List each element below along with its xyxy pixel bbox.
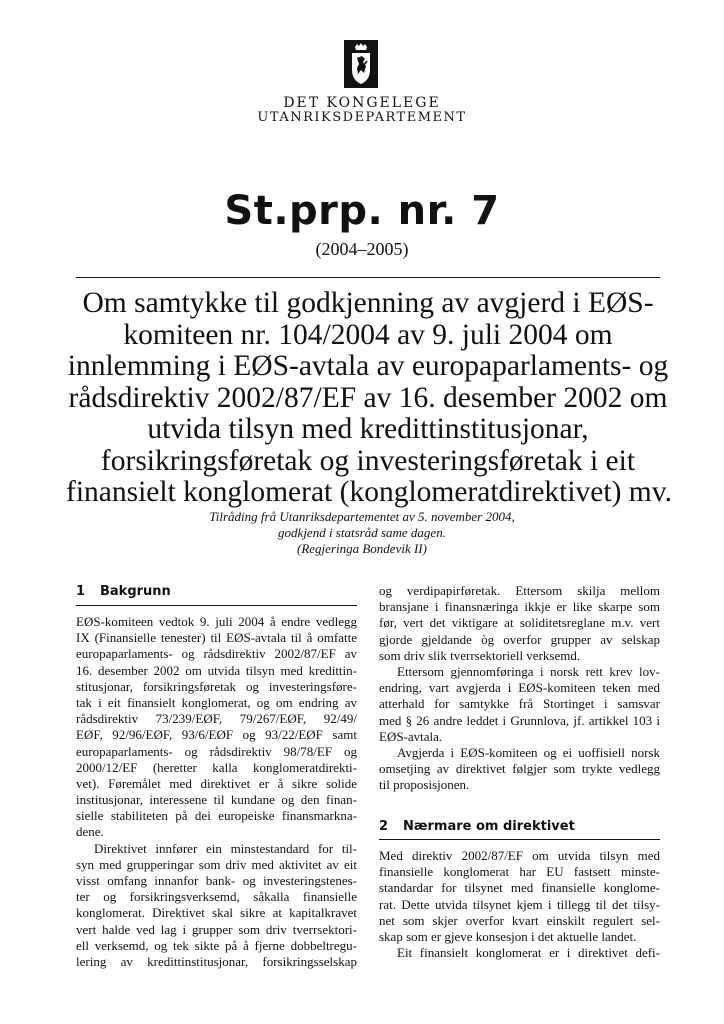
body-line: vert halde ved lag i grupper som driv tverrsektori- (76, 921, 357, 937)
body-line: konglomerat. Direktivet skal sikre at kapitalkravet (76, 905, 357, 921)
body-line: EØS-komiteen vedtok 9. juli 2004 å endre vedlegg (76, 614, 357, 629)
body-line: atterhald for samtykke frå Stortinget i samsvar (379, 696, 660, 712)
body-line: omsetjing av direktivet følgjer som trykte vedlegg (379, 761, 660, 777)
recommendation-line: godkjend i statsråd same dagen. (278, 525, 446, 540)
section-title: Bakgrunn (100, 584, 171, 599)
body-line: europaparlaments- og rådsdirektiv 98/78/EF og (76, 743, 357, 759)
body-line: ter og forsikringsverksemd, såkalla finansielle (76, 889, 357, 905)
section-divider (76, 605, 357, 606)
coat-of-arms-logo (344, 40, 378, 88)
department-name-line1: DET KONGELEGE (283, 95, 441, 111)
subject-line: utvida tilsyn med kredittinstitusjonar, (147, 413, 589, 445)
body-line: Ettersom gjennomføringa i norsk rett krev lov- (397, 663, 660, 679)
subject-line: Om samtykke til godkjenning av avgjerd i EØS- (82, 287, 654, 319)
body-line: IX (Finansielle tenester) til EØS-avtala til å omfatte (76, 630, 357, 646)
body-line: EØS-avtala. (379, 728, 443, 744)
section-number: 1 (76, 584, 86, 599)
subject-line: innlemming i EØS-avtala av europaparlaments- og (67, 350, 669, 382)
body-line: standardar for tilsynet med finansielle konglome- (379, 880, 660, 896)
recommendation-note (0, 509, 724, 557)
section-title: Nærmare om direktivet (403, 819, 575, 834)
body-line: endring, vart avgjerda i EØS-komiteen teken med (379, 680, 660, 696)
body-line: rådsdirektiv 73/239/EØF, 79/267/EØF, 92/49/ (76, 711, 357, 727)
body-line: Med direktiv 2002/87/EF om utvida tilsyn med (379, 848, 660, 863)
recommendation-line: Tilråding frå Utanriksdepartementet av 5. november 2004, (209, 509, 515, 524)
body-line: institusjonar, interessene til kundane og den finan- (76, 792, 357, 808)
document-title: St.prp. nr. 7 (224, 188, 500, 234)
body-line: Avgjerda i EØS-komiteen og ei uoffisiell norsk (397, 744, 660, 760)
document-year: (2004–2005) (315, 239, 409, 259)
body-column-right-top (379, 583, 660, 793)
body-line: Eit finansielt konglomerat er i direktivet defi- (397, 945, 660, 961)
body-line: rat. Dette utvida tilsynet kjem i tillegg til det tilsy- (379, 896, 660, 912)
body-line: som driv slik tverrsektoriell verksemd. (379, 647, 581, 663)
section-heading-bakgrunn (76, 584, 171, 599)
recommendation-line: (Regjeringa Bondevik II) (297, 541, 427, 556)
body-line: bransjane i finansnæringa ikkje er like skarpe som (379, 599, 660, 615)
body-column-right-bottom (379, 848, 660, 961)
body-line: stitusjonar, forsikringsføretak og investeringsføre- (76, 678, 357, 694)
body-line: finansielle konglomerat har EU fastsett minste- (379, 864, 660, 880)
subject-heading (66, 288, 670, 509)
body-line: sielle stabiliteten på dei europeiske finansmarkna- (76, 808, 357, 824)
body-line: gjorde gjeldande òg overfor grupper av selskap (379, 631, 660, 647)
subject-line: rådsdirektiv 2002/87/EF av 16. desember 2002 om (68, 381, 668, 414)
body-line: EØF, 92/96/EØF, 93/6/EØF og 93/22/EØF samt (76, 727, 357, 743)
subject-line: forsikringsføretak og investeringsføretak i eit (100, 444, 636, 477)
body-line: til proposisjonen. (379, 777, 470, 793)
body-line: tak i eit finansielt konglomerat, og om endring av (76, 694, 357, 710)
body-line: før, vert det viktigare at soliditetsreglane m.v. vert (379, 615, 660, 631)
body-line: med § 26 andre leddet i Grunnlova, jf. artikkel 103 i (379, 712, 660, 728)
body-line: syn med grupperingar som driv med aktivitet av eit (76, 856, 357, 872)
body-line: ell verksemd, og tek sikte på å fjerne dobbeltregu- (76, 937, 357, 953)
body-line: lering av kredittinstitusjonar, forsikringsselskap (76, 953, 357, 969)
body-line: visst omfang innanfor bank- og investeringstenes- (76, 873, 357, 888)
body-column-left (76, 614, 357, 970)
subject-line: komiteen nr. 104/2004 av 9. juli 2004 om (123, 318, 613, 351)
subject-line: finansielt konglomerat (konglomeratdirektivet) mv. (66, 476, 672, 508)
body-line: 16. desember 2002 om utvida tilsyn med kredittin- (76, 662, 357, 678)
body-line: dene. (76, 824, 104, 840)
body-line: 2000/12/EF (heretter kalla konglomeratdirekti- (76, 759, 357, 775)
section-heading-naermare-om-direktivet (379, 819, 575, 834)
section-divider (379, 839, 660, 840)
section-number: 2 (379, 819, 389, 834)
body-line: europaparlaments- og rådsdirektiv 2002/87/EF av (76, 646, 357, 662)
body-line: Direktivet innfører ein minstestandard for til- (94, 840, 357, 856)
title-divider (76, 277, 660, 278)
body-line: og verdipapirføretak. Ettersom skilja mellom (379, 583, 660, 598)
body-line: skap som er gjeve konsesjon i det aktuelle landet. (379, 928, 637, 944)
body-line: net som skjer overfor kvart einskilt regulert sel- (379, 912, 660, 928)
department-name-line2: UTANRIKSDEPARTEMENT (257, 110, 467, 125)
body-line: vet). Føremålet med direktivet er å sikre solide (76, 775, 357, 791)
